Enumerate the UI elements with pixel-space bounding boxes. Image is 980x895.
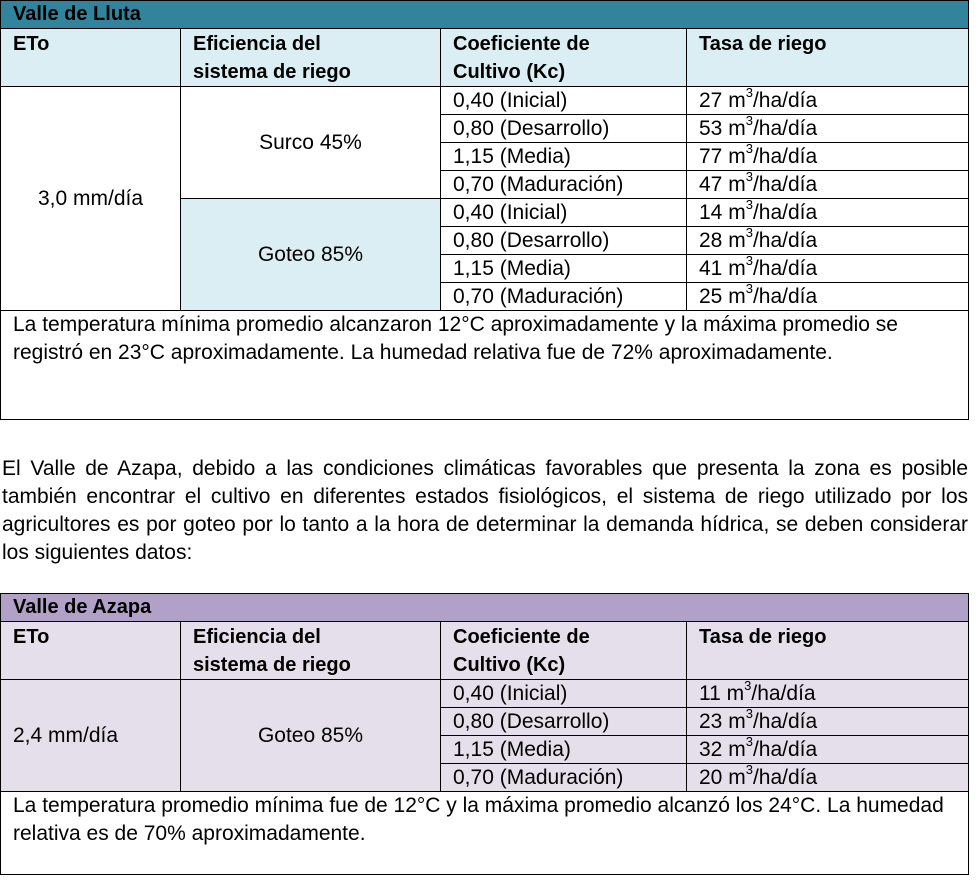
rate-cell: 77 $m^3/ha$/día xyxy=(687,143,969,171)
rate-cell: 11 $m^3/ha$/día xyxy=(687,680,969,708)
body-paragraph: El Valle de Azapa, debido a las condiciones climáticas favorables que presenta la zona es posible también encontrar el cultivo en diferentes estados fisiológicos, el sistema de riego utilizado por los agricultores es por goteo por lo tanto a la hora de determinar la demanda hídrica, se deben considerar los siguientes datos: xyxy=(2,457,968,564)
kc-cell: 0,40 (Inicial) xyxy=(441,199,687,227)
azapa-note: La temperatura promedio mínima fue de 12°C y la máxima promedio alcanzó los 24°C. La humedad relativa es de 70% aproximadamente. xyxy=(1,792,969,875)
rate-cell: 47 $m^3/ha$/día xyxy=(687,171,969,199)
azapa-header-rate: Tasa de riego xyxy=(687,622,969,680)
kc-cell: 1,15 (Media) xyxy=(441,143,687,171)
table-row xyxy=(1,680,969,708)
rate-cell: 27 $m^3/ha$/día xyxy=(687,87,969,115)
kc-cell: 0,80 (Desarrollo) xyxy=(441,708,687,736)
azapa-table xyxy=(0,593,969,875)
kc-cell: 0,70 (Maduración) xyxy=(441,764,687,792)
kc-cell: 0,80 (Desarrollo) xyxy=(441,115,687,143)
rate-cell: 14 $m^3/ha$/día xyxy=(687,199,969,227)
kc-cell: 0,70 (Maduración) xyxy=(441,283,687,311)
azapa-header-kc: Coeficiente de Cultivo (Kc) xyxy=(441,622,687,680)
kc-cell: 1,15 (Media) xyxy=(441,255,687,283)
lluta-system-surco: Surco 45% xyxy=(181,87,441,199)
table-row xyxy=(1,87,969,115)
lluta-header-efficiency: Eficiencia del sistema de riego xyxy=(181,29,441,87)
kc-cell: 0,40 (Inicial) xyxy=(441,87,687,115)
azapa-title: Valle de Azapa xyxy=(1,594,969,622)
rate-cell: 41 $m^3/ha$/día xyxy=(687,255,969,283)
lluta-system-goteo: Goteo 85% xyxy=(181,199,441,311)
kc-cell: 0,70 (Maduración) xyxy=(441,171,687,199)
lluta-table xyxy=(0,0,969,420)
kc-cell: 0,80 (Desarrollo) xyxy=(441,227,687,255)
azapa-system-goteo: Goteo 85% xyxy=(181,680,441,792)
rate-cell: 23 $m^3/ha$/día xyxy=(687,708,969,736)
rate-cell: 32 $m^3/ha$/día xyxy=(687,736,969,764)
kc-cell: 0,40 (Inicial) xyxy=(441,680,687,708)
lluta-title: Valle de Lluta xyxy=(1,1,969,29)
kc-cell: 1,15 (Media) xyxy=(441,736,687,764)
azapa-eto-value: 2,4 mm/día xyxy=(1,680,181,792)
rate-cell: 20 $m^3/ha$/día xyxy=(687,764,969,792)
lluta-note: La temperatura mínima promedio alcanzaron 12°C aproximadamente y la máxima promedio se registró en 23°C aproximadamente. La humedad relativa fue de 72% aproximadamente. xyxy=(1,311,969,420)
rate-cell: 28 $m^3/ha$/día xyxy=(687,227,969,255)
lluta-header-eto: ETo xyxy=(1,29,181,87)
azapa-header-eto: ETo xyxy=(1,622,181,680)
lluta-header-kc: Coeficiente de Cultivo (Kc) xyxy=(441,29,687,87)
rate-cell: 25 $m^3/ha$/día xyxy=(687,283,969,311)
rate-cell: 53 $m^3/ha$/día xyxy=(687,115,969,143)
azapa-header-efficiency: Eficiencia del sistema de riego xyxy=(181,622,441,680)
lluta-eto-value: 3,0 mm/día xyxy=(1,87,181,311)
lluta-header-rate: Tasa de riego xyxy=(687,29,969,87)
